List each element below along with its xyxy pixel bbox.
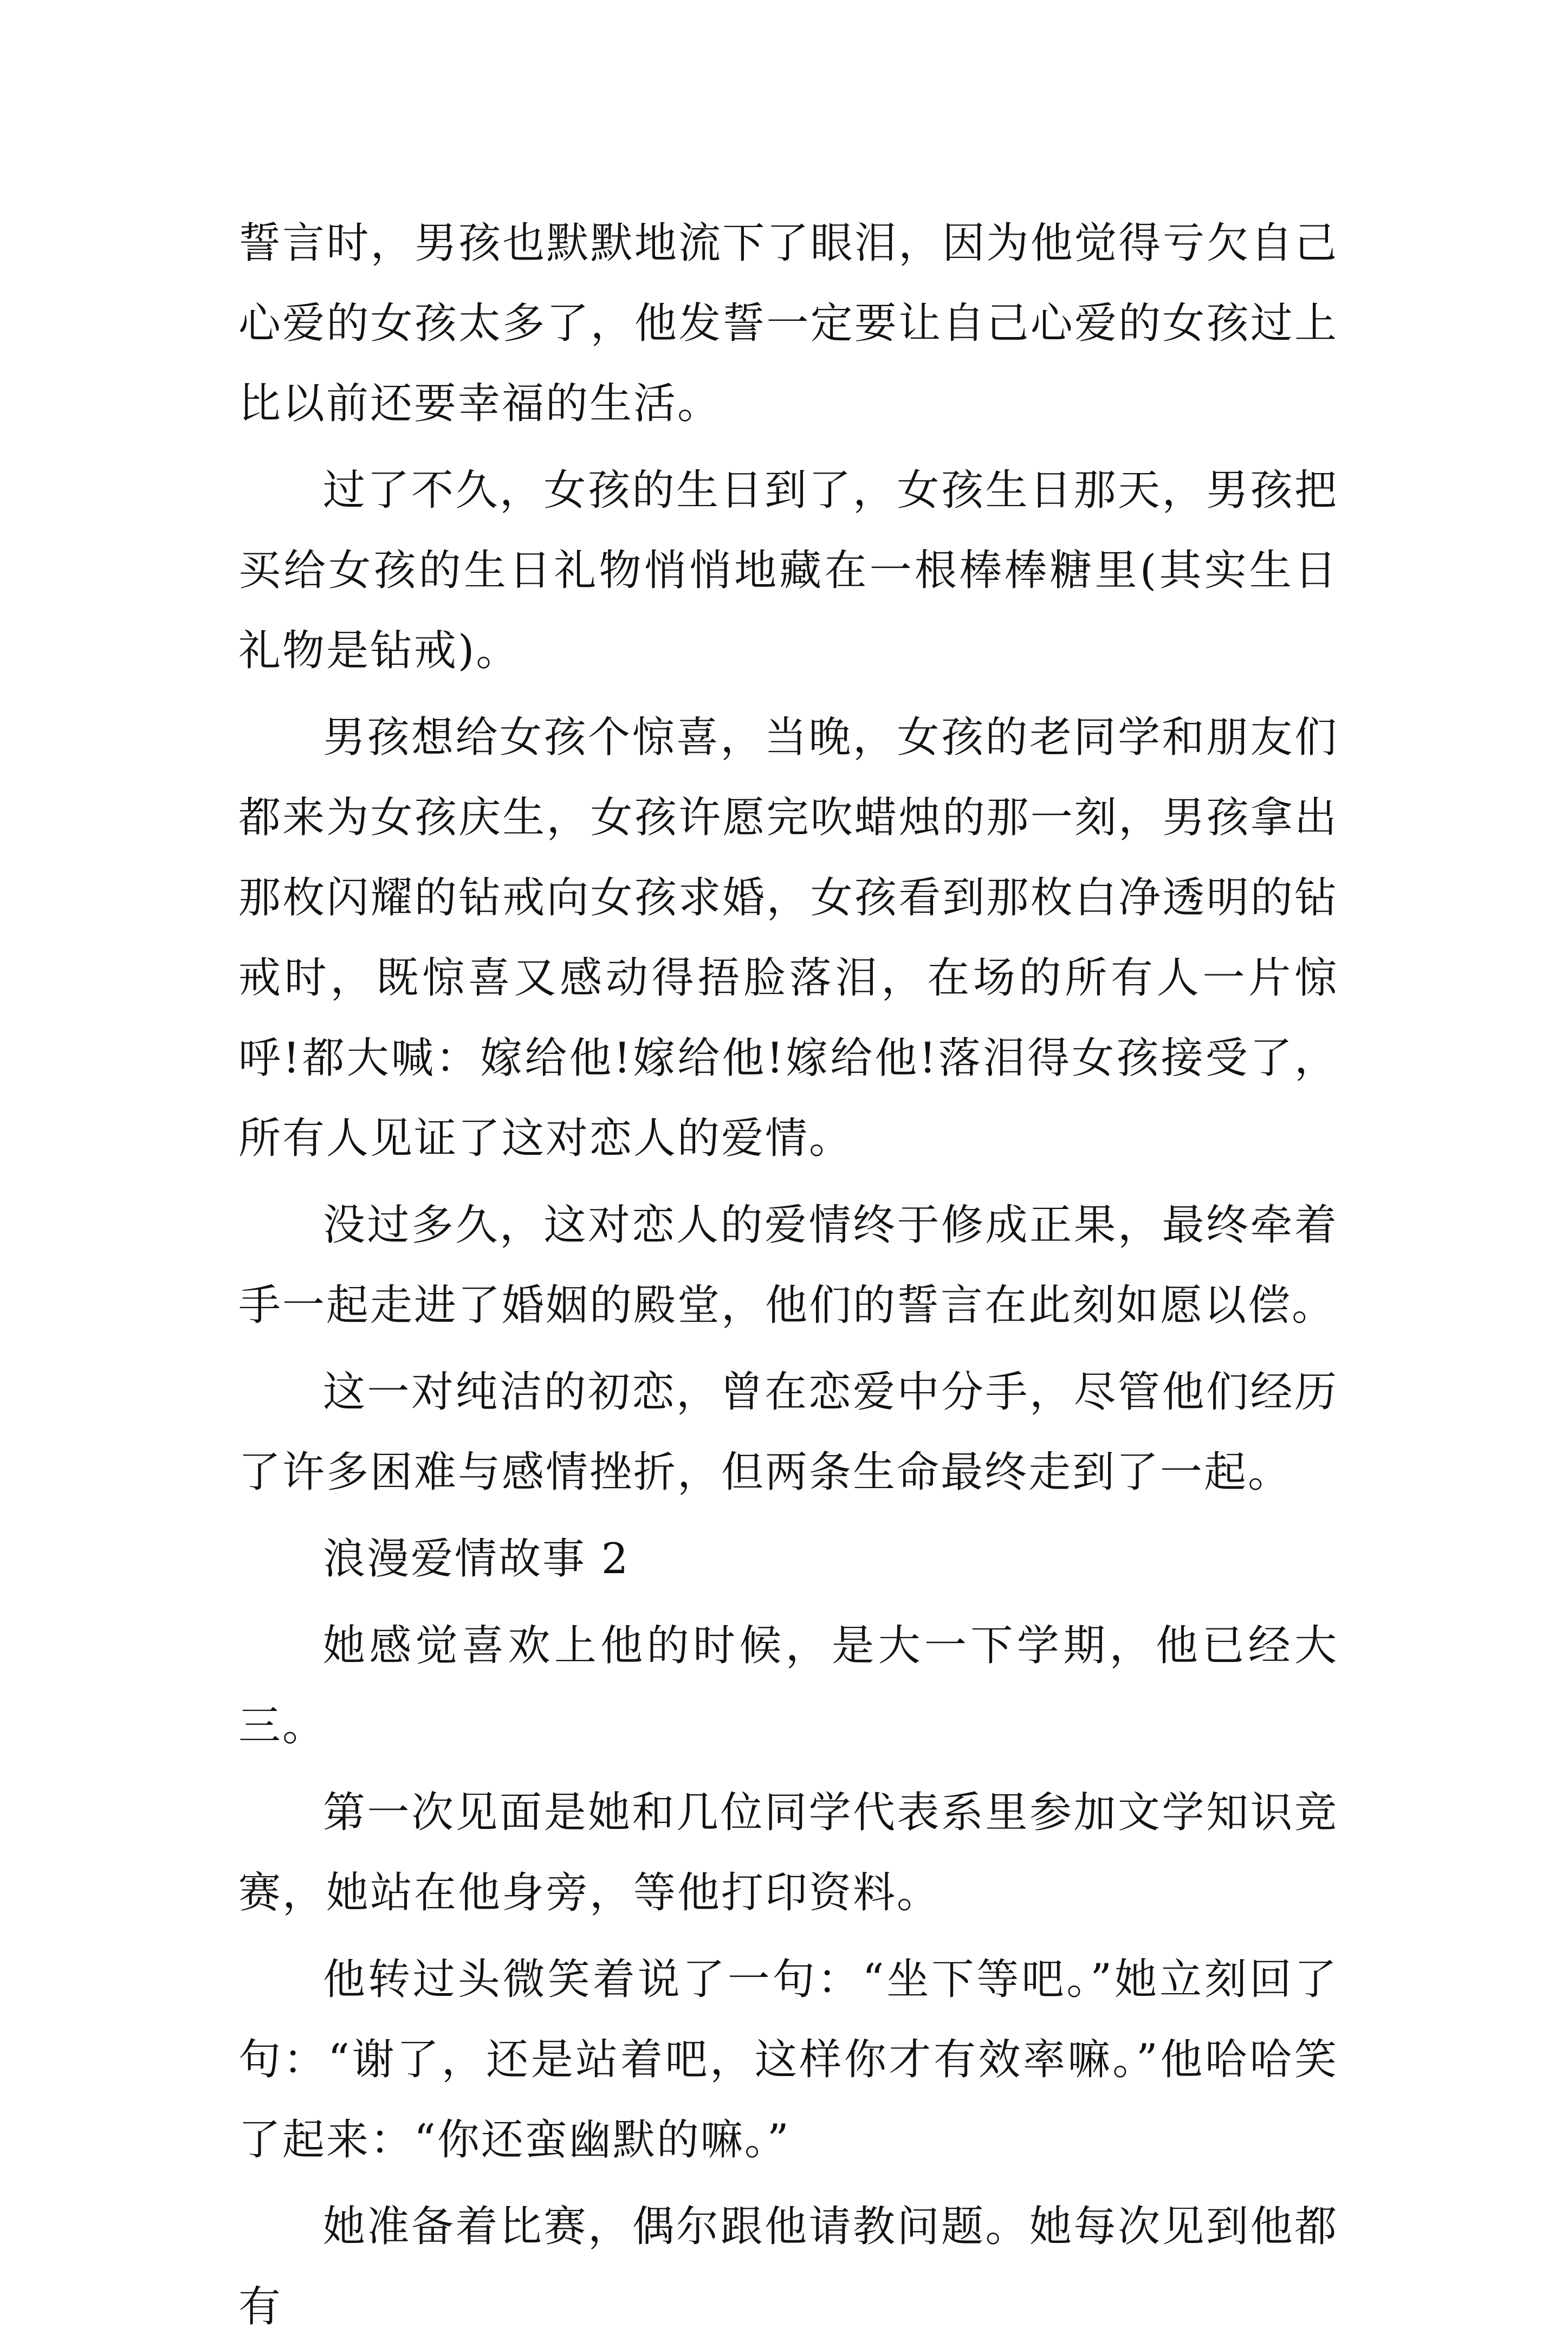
paragraph-vow-continuation: 誓言时，男孩也默默地流下了眼泪，因为他觉得亏欠自己心爱的女孩太多了，他发誓一定要让自己心爱的女孩过上比以前还要幸福的生活。 <box>238 219 1338 428</box>
paragraph-marriage: 没过多久，这对恋人的爱情终于修成正果，最终牵着手一起走进了婚姻的殿堂，他们的誓言在此刻如愿以偿。 <box>238 1201 1338 1330</box>
paragraph-first-meeting: 第一次见面是她和几位同学代表系里参加文学知识竞赛，她站在他身旁，等他打印资料。 <box>238 1788 1338 1917</box>
paragraph-preparation: 她准备着比赛，偶尔跟他请教问题。她每次见到他都有 <box>238 2202 1338 2331</box>
section-heading-story-2: 浪漫爱情故事 2 <box>323 1535 630 1583</box>
paragraph-proposal: 男孩想给女孩个惊喜，当晚，女孩的老同学和朋友们都来为女孩庆生，女孩许愿完吹蜡烛的那一刻，男孩拿出那枚闪耀的钻戒向女孩求婚，女孩看到那枚白净透明的钻戒时，既惊喜又感动得捂脸落泪，在场的所有人一片惊呼!都大喊：嫁给他!嫁给他!嫁给他!落泪得女孩接受了，所有人见证了这对恋人的爱情。 <box>238 713 1338 1163</box>
document-body <box>238 203 1338 2347</box>
paragraph-dialogue: 他转过头微笑着说了一句：“坐下等吧。”她立刻回了句：“谢了，还是站着吧，这样你才有效率嘛。”他哈哈笑了起来：“你还蛮幽默的嘛。” <box>238 1955 1338 2164</box>
paragraph-first-love: 这一对纯洁的初恋，曾在恋爱中分手，尽管他们经历了许多困难与感情挫折，但两条生命最终走到了一起。 <box>238 1368 1338 1497</box>
paragraph-crush: 她感觉喜欢上他的时候，是大一下学期，他已经大三。 <box>238 1621 1338 1750</box>
paragraph-birthday-gift: 过了不久，女孩的生日到了，女孩生日那天，男孩把买给女孩的生日礼物悄悄地藏在一根棒棒糖里(其实生日礼物是钻戒)。 <box>238 466 1338 675</box>
